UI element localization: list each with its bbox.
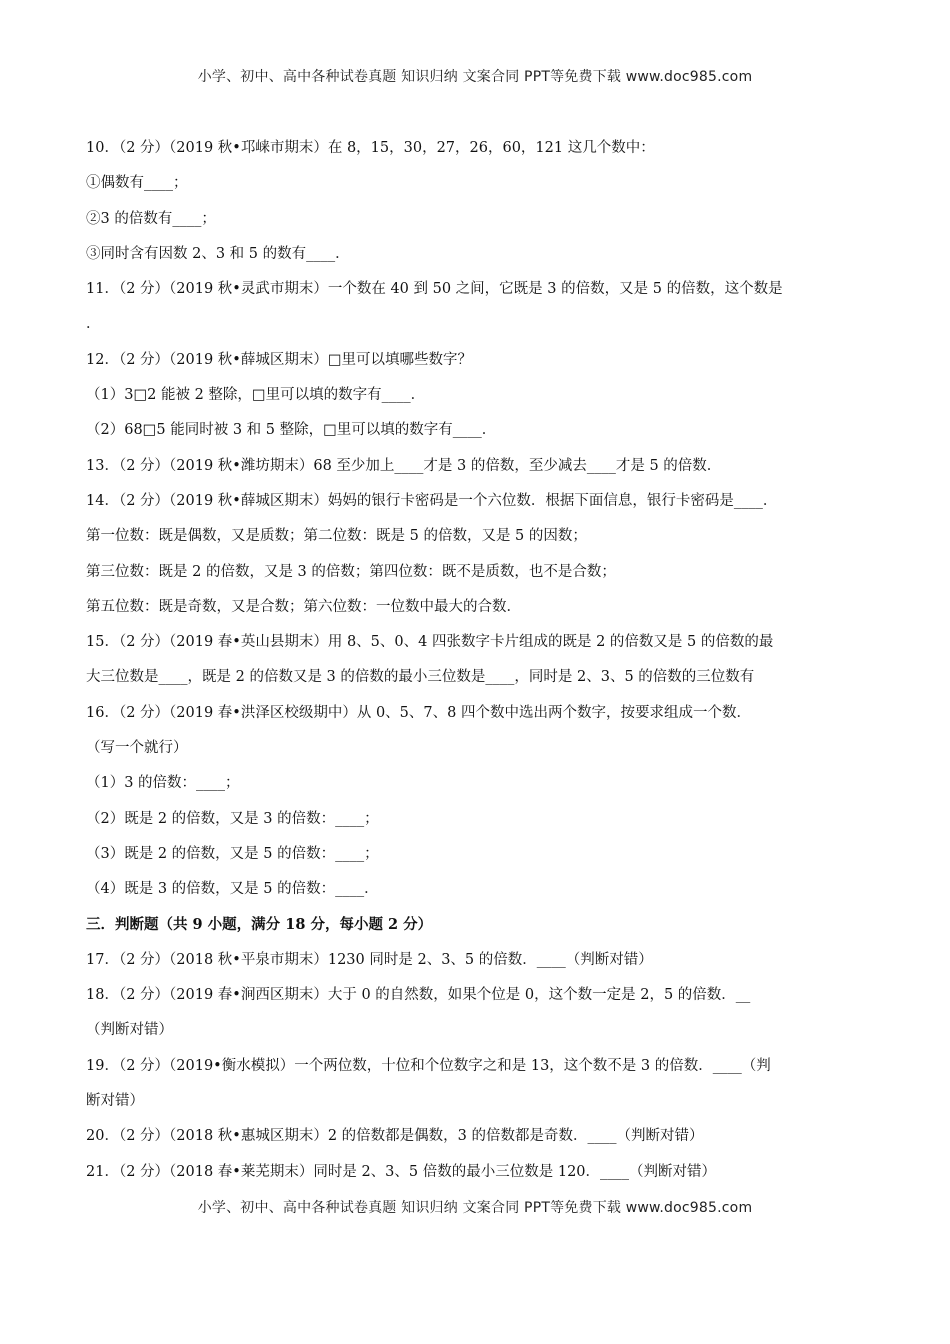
question-line: 10．（2 分）（2019 秋•邛崃市期末）在 8，15，30，27，26，60，121 这几个数中： [86, 140, 655, 156]
question-line: 断对错） [86, 1093, 144, 1110]
question-line: 18．（2 分）（2019 春•涧西区期末）大于 0 的自然数，如果个位是 0，这个数一定是 2，5 的倍数．__ [86, 987, 751, 1004]
question-line: 第三位数：既是 2 的倍数，又是 3 的倍数；第四位数：既不是质数，也不是合数； [86, 563, 616, 580]
question-line: （4）既是 3 的倍数，又是 5 的倍数：____． [86, 881, 379, 898]
section-heading: 三．判断题（共 9 小题，满分 18 分，每小题 2 分） [86, 915, 433, 933]
question-line: ②3 的倍数有____； [86, 210, 216, 227]
question-line: 17．（2 分）（2018 秋•平泉市期末）1230 同时是 2、3、5 的倍数．____（判断对错） [86, 951, 653, 968]
question-line: （写一个就行） [86, 740, 188, 757]
question-line: （1）3□2 能被 2 整除，□里可以填的数字有____． [86, 387, 426, 404]
question-line: 第一位数：既是偶数，又是质数；第二位数：既是 5 的倍数，又是 5 的因数； [86, 528, 587, 545]
question-line: 12．（2 分）（2019 秋•薛城区期末）□里可以填哪些数字？ [86, 351, 473, 368]
page-header: 小学、初中、高中各种试卷真题 知识归纳 文案合同 PPT等免费下载 www.doc985.com [197, 69, 753, 85]
question-line: （2）既是 2 的倍数，又是 3 的倍数：____； [86, 810, 379, 827]
question-line: （2）68□5 能同时被 3 和 5 整除，□里可以填的数字有____． [86, 422, 497, 439]
question-line: 20．（2 分）（2018 秋•惠城区期末）2 的倍数都是偶数，3 的倍数都是奇数．____（判断对错） [86, 1128, 704, 1145]
question-line: 19．（2 分）（2019•衡水模拟）一个两位数，十位和个位数字之和是 13，这个数不是 3 的倍数．____（判 [86, 1057, 771, 1074]
question-line: ③同时含有因数 2、3 和 5 的数有____． [86, 245, 350, 262]
question-line: 13．（2 分）（2019 秋•潍坊期末）68 至少加上____才是 3 的倍数，至少减去____才是 5 的倍数． [86, 457, 722, 474]
question-line: 21．（2 分）（2018 春•莱芜期末）同时是 2、3、5 倍数的最小三位数是 120．____（判断对错） [86, 1163, 717, 1180]
question-line: （判断对错） [86, 1022, 173, 1039]
question-line: 11．（2 分）（2019 秋•灵武市期末）一个数在 40 到 50 之间，它既是 3 的倍数，又是 5 的倍数，这个数是 [86, 281, 783, 298]
question-line: （3）既是 2 的倍数，又是 5 的倍数：____； [86, 845, 379, 862]
question-line: 14．（2 分）（2019 秋•薛城区期末）妈妈的银行卡密码是一个六位数．根据下面信息，银行卡密码是____． [86, 492, 778, 509]
question-line: ． [86, 316, 101, 333]
question-line: 16．（2 分）（2019 春•洪泽区校级期中）从 0、5、7、8 四个数中选出两个数字，按要求组成一个数． [86, 704, 751, 721]
question-content [86, 138, 876, 1197]
question-line: 第五位数：既是奇数，又是合数；第六位数：一位数中最大的合数． [86, 598, 521, 615]
question-line: 15．（2 分）（2019 春•英山县期末）用 8、5、0、4 四张数字卡片组成的既是 2 的倍数又是 5 的倍数的最 [86, 634, 774, 651]
question-line: ①偶数有____； [86, 175, 188, 192]
page-footer: 小学、初中、高中各种试卷真题 知识归纳 文案合同 PPT等免费下载 www.doc985.com [197, 1200, 753, 1216]
question-line: 大三位数是____，既是 2 的倍数又是 3 的倍数的最小三位数是____，同时是 2、3、5 的倍数的三位数有 [86, 669, 755, 686]
question-line: （1）3 的倍数：____； [86, 775, 240, 792]
